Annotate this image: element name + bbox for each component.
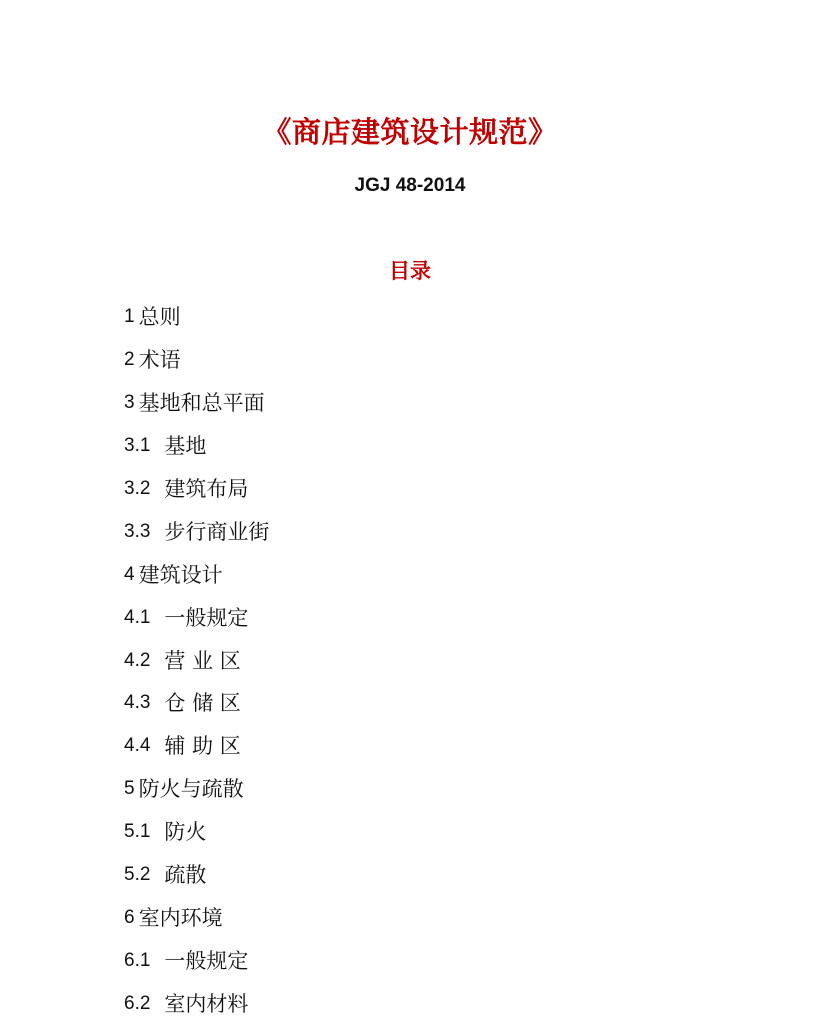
toc-entry-number: 4 bbox=[124, 563, 135, 585]
document-title: 《商店建筑设计规范》 bbox=[262, 115, 558, 149]
standard-code: JGJ 48-2014 bbox=[354, 175, 466, 196]
toc-entry-title: 一般规定 bbox=[164, 948, 249, 973]
toc-entry[interactable] bbox=[124, 339, 269, 382]
toc-entry-title: 建筑设计 bbox=[138, 562, 223, 587]
toc-entry[interactable] bbox=[124, 468, 269, 511]
toc-entry-number: 3.3 bbox=[124, 520, 151, 542]
toc-entry[interactable] bbox=[124, 725, 269, 768]
table-of-contents bbox=[124, 296, 269, 1025]
toc-entry-number: 6.2 bbox=[124, 992, 151, 1014]
toc-entry-title: 防火 bbox=[164, 820, 207, 845]
toc-entry-number: 5.2 bbox=[124, 864, 151, 886]
toc-entry[interactable] bbox=[124, 896, 269, 939]
toc-entry-title: 防火与疏散 bbox=[138, 777, 244, 802]
toc-entry[interactable] bbox=[124, 639, 269, 682]
toc-entry-number: 3.1 bbox=[124, 435, 151, 457]
toc-entry-title: 术语 bbox=[138, 348, 181, 373]
toc-entry-title: 一般规定 bbox=[164, 605, 249, 630]
toc-entry-title: 仓 储 区 bbox=[164, 691, 241, 716]
toc-entry-number: 3.2 bbox=[124, 478, 151, 499]
toc-entry-title: 建筑布局 bbox=[164, 477, 249, 501]
toc-entry[interactable] bbox=[124, 296, 269, 339]
toc-entry-number: 4.2 bbox=[124, 649, 151, 671]
toc-entry-number: 3 bbox=[124, 392, 135, 414]
toc-entry-number: 6 bbox=[124, 906, 135, 928]
toc-entry-number: 1 bbox=[124, 306, 135, 328]
toc-entry[interactable] bbox=[124, 854, 269, 897]
toc-entry-number: 5 bbox=[124, 778, 135, 800]
toc-entry[interactable] bbox=[124, 768, 269, 811]
toc-entry[interactable] bbox=[124, 596, 269, 639]
toc-entry[interactable] bbox=[124, 425, 269, 468]
toc-entry[interactable] bbox=[124, 982, 269, 1025]
toc-entry-title: 基地和总平面 bbox=[138, 391, 265, 416]
toc-entry-title: 步行商业街 bbox=[164, 519, 270, 544]
toc-entry-title: 辅 助 区 bbox=[164, 734, 241, 759]
toc-entry-title: 基地 bbox=[164, 434, 207, 459]
toc-entry[interactable] bbox=[124, 939, 269, 982]
toc-entry-title: 营 业 区 bbox=[164, 648, 241, 673]
toc-entry-title: 室内材料 bbox=[164, 991, 249, 1016]
toc-entry[interactable] bbox=[124, 382, 269, 425]
toc-entry-title: 总则 bbox=[138, 305, 181, 330]
toc-entry[interactable] bbox=[124, 510, 269, 553]
toc-heading: 目录 bbox=[389, 259, 431, 283]
toc-entry[interactable] bbox=[124, 553, 269, 596]
toc-entry-number: 4.4 bbox=[124, 735, 151, 757]
toc-entry-title: 疏散 bbox=[164, 863, 207, 888]
toc-entry-number: 2 bbox=[124, 349, 135, 371]
toc-entry-title: 室内环境 bbox=[138, 905, 223, 930]
toc-entry-number: 5.1 bbox=[124, 821, 151, 843]
toc-entry-number: 6.1 bbox=[124, 949, 151, 971]
toc-entry-number: 4.1 bbox=[124, 606, 151, 628]
toc-entry[interactable] bbox=[124, 682, 269, 725]
toc-entry[interactable] bbox=[124, 811, 269, 854]
toc-entry-number: 4.3 bbox=[124, 692, 151, 714]
